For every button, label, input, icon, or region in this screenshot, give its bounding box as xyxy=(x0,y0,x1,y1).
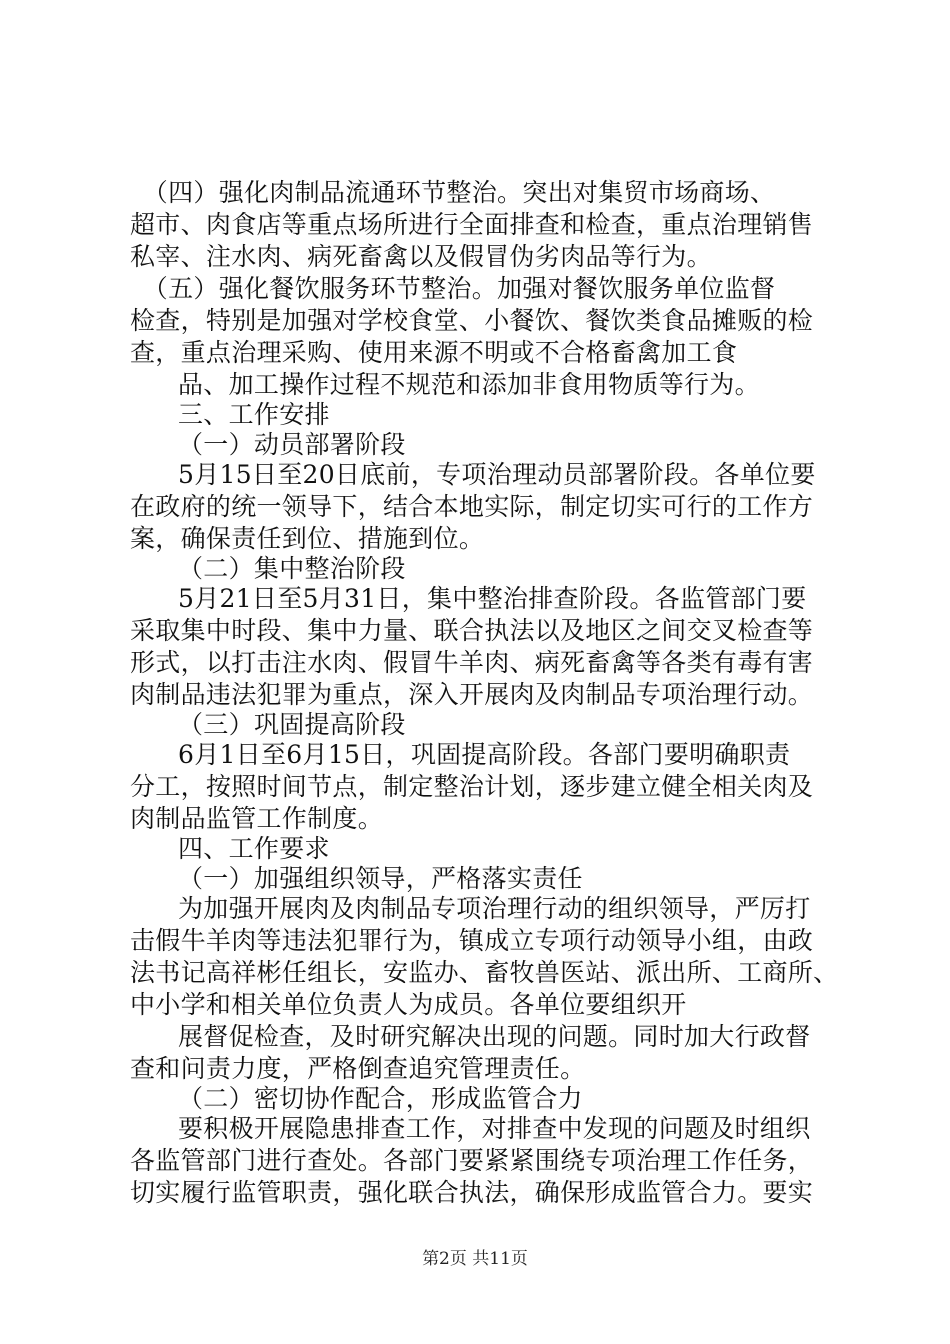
text-line: 在政府的统一领导下，结合本地实际，制定切实可行的工作方 xyxy=(130,492,814,521)
text-line: 为加强开展肉及肉制品专项治理行动的组织领导，严厉打 xyxy=(178,894,811,923)
subsection-heading: （一）动员部署阶段 xyxy=(178,430,406,459)
text-line: 展督促检查，及时研究解决出现的问题。同时加大行政督 xyxy=(178,1022,811,1051)
section-heading: 四、工作要求 xyxy=(178,834,330,863)
text-line: 6月1日至6月15日，巩固提高阶段。各部门要明确职责 xyxy=(178,740,791,769)
subsection-heading: （三）巩固提高阶段 xyxy=(178,710,406,739)
subsection-heading: （二）密切协作配合，形成监管合力 xyxy=(178,1084,583,1113)
text-line: 切实履行监管职责，强化联合执法，确保形成监管合力。要实 xyxy=(130,1178,814,1207)
text-line: 查和问责力度，严格倒查追究管理责任。 xyxy=(130,1054,586,1083)
section-heading: 三、工作安排 xyxy=(178,400,330,429)
text-line: 要积极开展隐患排查工作，对排查中发现的问题及时组织 xyxy=(178,1114,811,1143)
text-line: 私宰、注水肉、病死畜禽以及假冒伪劣肉品等行为。 xyxy=(130,242,712,271)
text-line: 5月21日至5月31日，集中整治排查阶段。各监管部门要 xyxy=(178,584,807,613)
text-line: （五）强化餐饮服务环节整治。加强对餐饮服务单位监督 xyxy=(130,274,776,303)
text-line: 采取集中时段、集中力量、联合执法以及地区之间交叉检查等 xyxy=(130,616,814,645)
text-line: 肉制品违法犯罪为重点，深入开展肉及肉制品专项治理行动。 xyxy=(130,680,814,709)
text-line: 各监管部门进行查处。各部门要紧紧围绕专项治理工作任务， xyxy=(130,1146,814,1175)
text-line: 击假牛羊肉等违法犯罪行为，镇成立专项行动领导小组，由政 xyxy=(130,926,814,955)
text-line: 形式，以打击注水肉、假冒牛羊肉、病死畜禽等各类有毒有害 xyxy=(130,648,814,677)
text-line: 法书记高祥彬任组长，安监办、畜牧兽医站、派出所、工商所、 xyxy=(130,958,839,987)
text-line: 肉制品监管工作制度。 xyxy=(130,804,384,833)
text-line: 品、加工操作过程不规范和添加非食用物质等行为。 xyxy=(178,370,760,399)
text-line: 分工，按照时间节点，制定整治计划，逐步建立健全相关肉及 xyxy=(130,772,814,801)
text-line: （四）强化肉制品流通环节整治。突出对集贸市场商场、 xyxy=(130,178,776,207)
text-line: 5月15日至20日底前，专项治理动员部署阶段。各单位要 xyxy=(178,460,816,489)
page-number-footer: 第2页 共11页 xyxy=(422,1249,528,1269)
text-line: 查，重点治理采购、使用来源不明或不合格畜禽加工食 xyxy=(130,338,738,367)
text-line: 超市、肉食店等重点场所进行全面排查和检查，重点治理销售 xyxy=(130,210,814,239)
text-line: 检查，特别是加强对学校食堂、小餐饮、餐饮类食品摊贩的检 xyxy=(130,306,814,335)
subsection-heading: （二）集中整治阶段 xyxy=(178,554,406,583)
text-line: 中小学和相关单位负责人为成员。各单位要组织开 xyxy=(130,990,687,1019)
subsection-heading: （一）加强组织领导，严格落实责任 xyxy=(178,864,583,893)
text-line: 案，确保责任到位、措施到位。 xyxy=(130,524,485,553)
